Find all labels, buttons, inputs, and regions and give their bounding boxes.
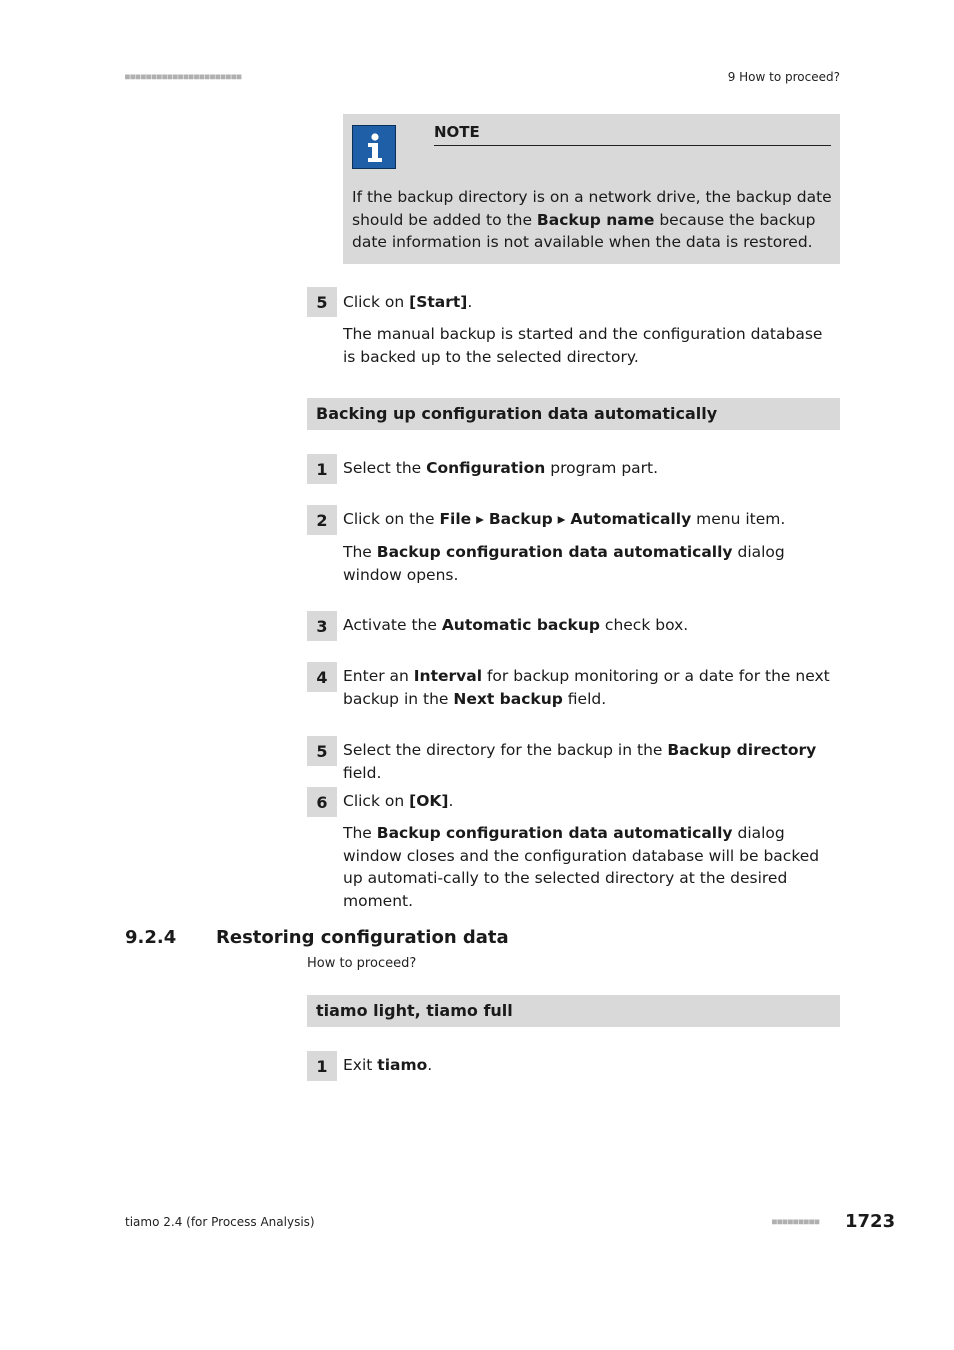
step-instruction: Activate the Automatic backup check box. bbox=[343, 616, 689, 634]
step-number: 1 bbox=[307, 1051, 337, 1081]
step-instruction: Exit tiamo. bbox=[343, 1056, 433, 1074]
step-instruction: Select the Configuration program part. bbox=[343, 459, 659, 477]
note-text: If the backup directory is on a network drive, the backup date should be added to the Backup name because the backup date information is not available when the data is restored. bbox=[352, 188, 832, 251]
section-subtitle: How to proceed? bbox=[307, 956, 417, 971]
step-number: 1 bbox=[307, 454, 337, 484]
footer-decoration: ■■■■■■■■■ bbox=[772, 1217, 820, 1226]
header-decoration: ■■■■■■■■■■■■■■■■■■■■■■ bbox=[125, 72, 242, 81]
info-icon bbox=[352, 125, 396, 169]
step-number: 4 bbox=[307, 662, 337, 692]
footer-product: tiamo 2.4 (for Process Analysis) bbox=[125, 1215, 315, 1229]
section-band-auto-backup: Backing up configuration data automatically bbox=[307, 398, 840, 430]
step-instruction: Click on the File ▸ Backup ▸ Automatically menu item. bbox=[343, 510, 786, 528]
section-title: Restoring configuration data bbox=[216, 927, 509, 948]
note-title: NOTE bbox=[434, 123, 480, 141]
step-number: 2 bbox=[307, 505, 337, 535]
step-instruction: Enter an Interval for backup monitoring or a date for the next backup in the Next backup field. bbox=[343, 667, 830, 708]
section-band-restore: tiamo light, tiamo full bbox=[307, 995, 840, 1027]
note-box bbox=[343, 114, 840, 264]
step-result: The Backup configuration data automatically dialog window opens. bbox=[343, 543, 785, 584]
page-number: 1723 bbox=[845, 1211, 896, 1232]
note-divider bbox=[434, 145, 831, 146]
step-instruction: Click on [OK]. bbox=[343, 792, 454, 810]
step-number: 5 bbox=[307, 736, 337, 766]
step-instruction: Select the directory for the backup in the Backup directory field. bbox=[343, 741, 817, 782]
step-number: 6 bbox=[307, 787, 337, 817]
header-chapter: 9 How to proceed? bbox=[727, 70, 840, 84]
step-number: 5 bbox=[307, 287, 337, 317]
step-instruction: Click on [Start]. bbox=[343, 293, 473, 311]
section-number: 9.2.4 bbox=[125, 927, 177, 948]
step-number: 3 bbox=[307, 611, 337, 641]
step-result: The Backup configuration data automatically dialog window closes and the configuration database will be backed up automati-cally to the selected directory at the desired moment. bbox=[343, 824, 820, 910]
step-result: The manual backup is started and the configuration database is backed up to the selected directory. bbox=[343, 325, 823, 366]
